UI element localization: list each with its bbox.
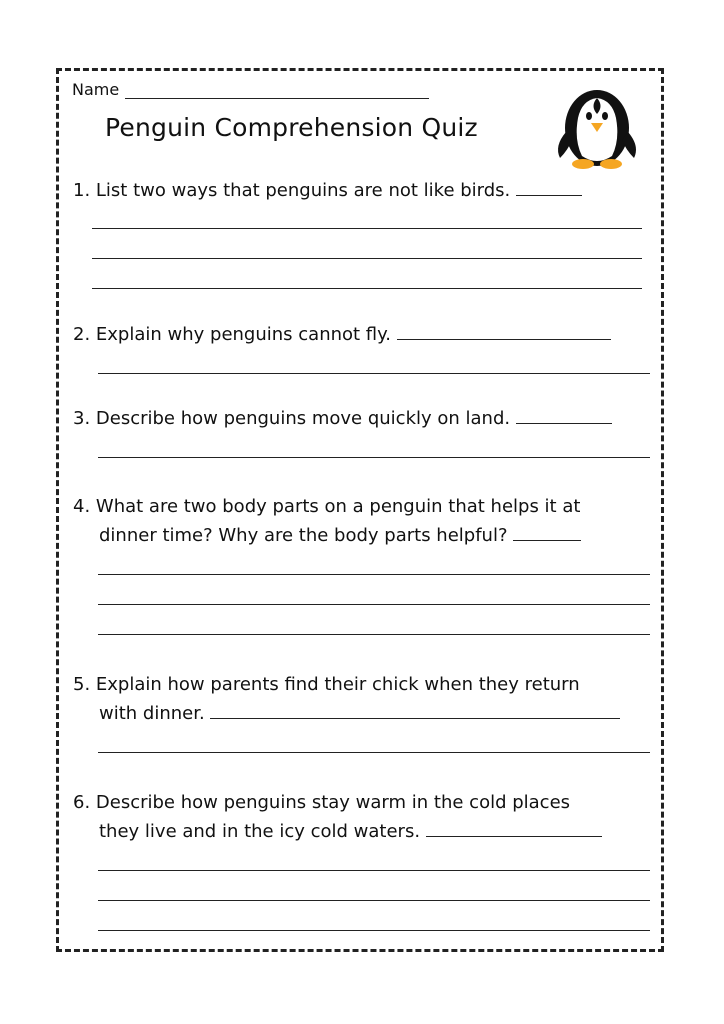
question-1-text: 1. List two ways that penguins are not like birds. xyxy=(73,180,511,201)
answer-6-line-2[interactable] xyxy=(98,900,650,901)
answer-3-line-1[interactable] xyxy=(98,457,650,458)
question-6-text-line-2: they live and in the icy cold waters. xyxy=(99,821,421,842)
penguin-icon xyxy=(552,80,642,170)
question-5 xyxy=(73,670,620,728)
answer-4-line-3[interactable] xyxy=(98,634,650,635)
answer-4-inline-blank[interactable] xyxy=(513,522,581,541)
answer-5-inline-blank[interactable] xyxy=(210,700,620,719)
question-3-text: 3. Describe how penguins move quickly on land. xyxy=(73,408,511,429)
answer-3-inline-blank[interactable] xyxy=(516,405,612,424)
answer-6-line-1[interactable] xyxy=(98,870,650,871)
question-6 xyxy=(73,788,602,846)
question-3 xyxy=(73,404,612,433)
answer-2-line-1[interactable] xyxy=(98,373,650,374)
question-4 xyxy=(73,492,581,550)
question-5-text-line-1: 5. Explain how parents find their chick when they return xyxy=(73,674,580,695)
question-2-text: 2. Explain why penguins cannot fly. xyxy=(73,324,391,345)
answer-4-line-2[interactable] xyxy=(98,604,650,605)
answer-1-inline-blank[interactable] xyxy=(516,177,582,196)
question-6-text-line-1: 6. Describe how penguins stay warm in the cold places xyxy=(73,792,571,813)
answer-6-inline-blank[interactable] xyxy=(426,818,602,837)
answer-1-line-2[interactable] xyxy=(92,258,642,259)
answer-5-line-1[interactable] xyxy=(98,752,650,753)
answer-1-line-3[interactable] xyxy=(92,288,642,289)
name-field[interactable] xyxy=(72,80,429,99)
answer-6-line-3[interactable] xyxy=(98,930,650,931)
question-5-text-line-2: with dinner. xyxy=(99,703,205,724)
name-blank-line[interactable] xyxy=(125,84,429,99)
question-4-text-line-2: dinner time? Why are the body parts helpful? xyxy=(99,525,508,546)
question-2 xyxy=(73,320,611,349)
page-title: Penguin Comprehension Quiz xyxy=(105,113,478,142)
name-label: Name xyxy=(72,80,120,99)
answer-2-inline-blank[interactable] xyxy=(397,321,611,340)
answer-1-line-1[interactable] xyxy=(92,228,642,229)
question-1 xyxy=(73,176,582,205)
question-4-text-line-1: 4. What are two body parts on a penguin that helps it at xyxy=(73,496,581,517)
answer-4-line-1[interactable] xyxy=(98,574,650,575)
